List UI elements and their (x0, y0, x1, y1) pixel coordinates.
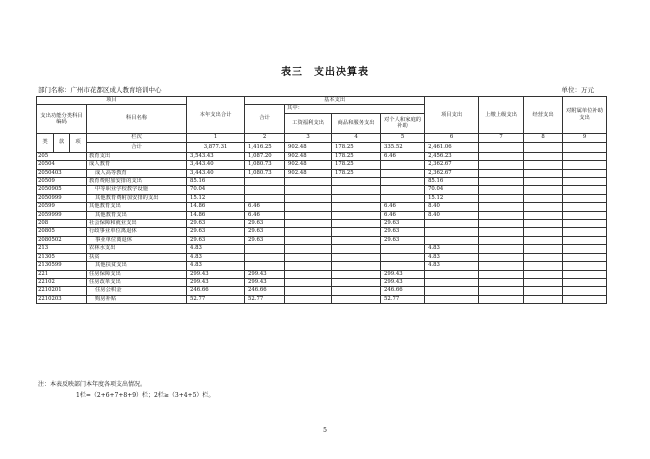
header-business: 经营支出 (524, 97, 563, 134)
row-value-col5: 52.77 (381, 295, 425, 303)
row-value-col3 (285, 278, 332, 286)
row-value-col2: 29.63 (245, 236, 285, 244)
row-value-col5: 29.63 (381, 220, 425, 228)
row-value-col5 (381, 253, 425, 261)
row-value-col8 (524, 194, 563, 202)
row-value-col4 (332, 194, 381, 202)
row-value-col7 (479, 186, 524, 194)
row-value-col2: 29.63 (245, 220, 285, 228)
row-value-col7 (479, 152, 524, 160)
sum-cell (563, 142, 607, 152)
row-value-col6: 70.04 (425, 186, 479, 194)
row-value-col1: 52.77 (187, 295, 245, 303)
header-heji: 合计 (87, 142, 187, 152)
row-value-col3 (285, 287, 332, 295)
row-value-col4 (332, 178, 381, 186)
row-value-col9 (563, 152, 607, 160)
row-value-col8 (524, 262, 563, 270)
row-value-col7 (479, 203, 524, 211)
row-value-col6: 15.12 (425, 194, 479, 202)
row-value-col8 (524, 270, 563, 278)
row-value-col5: 29.63 (381, 228, 425, 236)
row-value-col2: 1,080.73 (245, 169, 285, 177)
row-value-col8 (524, 161, 563, 169)
row-value-col3 (285, 253, 332, 261)
table-row (37, 211, 607, 219)
row-value-col2 (245, 178, 285, 186)
header-subject-name: 科目名称 (87, 105, 187, 133)
expense-table (36, 96, 607, 304)
row-value-col2: 6.46 (245, 211, 285, 219)
row-code: 221 (37, 270, 87, 278)
col-num: 4 (332, 133, 381, 142)
col-num: 5 (381, 133, 425, 142)
header-superior: 上缴上级支出 (479, 97, 524, 134)
table-row (37, 278, 607, 286)
row-value-col1: 15.12 (187, 194, 245, 202)
row-value-col6 (425, 278, 479, 286)
row-value-col7 (479, 161, 524, 169)
row-value-col8 (524, 287, 563, 295)
row-value-col2: 246.66 (245, 287, 285, 295)
row-code: 2050999 (37, 194, 87, 202)
row-value-col5: 299.43 (381, 270, 425, 278)
row-value-col6: 85.16 (425, 178, 479, 186)
header-kuan: 款 (54, 133, 70, 152)
row-value-col7 (479, 236, 524, 244)
row-value-col4 (332, 262, 381, 270)
row-value-col9 (563, 186, 607, 194)
row-value-col1: 4.83 (187, 253, 245, 261)
row-value-col9 (563, 211, 607, 219)
row-value-col9 (563, 220, 607, 228)
row-value-col2 (245, 253, 285, 261)
row-value-col1: 29.63 (187, 236, 245, 244)
row-value-col6 (425, 236, 479, 244)
header-of-which: 其中： (285, 105, 425, 113)
row-value-col5 (381, 186, 425, 194)
table-row (37, 253, 607, 261)
row-code: 20805 (37, 228, 87, 236)
row-value-col1: 3,443.40 (187, 169, 245, 177)
col-num: 9 (563, 133, 607, 142)
table-row (37, 245, 607, 253)
row-value-col8 (524, 278, 563, 286)
row-value-col9 (563, 262, 607, 270)
row-code: 2130599 (37, 262, 87, 270)
row-value-col1: 299.43 (187, 278, 245, 286)
row-value-col3 (285, 236, 332, 244)
row-value-col2 (245, 262, 285, 270)
row-value-col9 (563, 178, 607, 186)
row-code: 2210203 (37, 295, 87, 303)
sum-cell: 1,416.25 (245, 142, 285, 152)
table-body (37, 152, 607, 303)
row-value-col4 (332, 245, 381, 253)
note-line-1: 注：本表反映部门本年度各项支出情况。 (38, 381, 147, 388)
row-value-col8 (524, 228, 563, 236)
row-value-col8 (524, 236, 563, 244)
row-value-col9 (563, 253, 607, 261)
row-value-col8 (524, 203, 563, 211)
table-row (37, 262, 607, 270)
row-value-col5: 299.43 (381, 278, 425, 286)
header-basic-expense: 基本支出 (245, 97, 425, 105)
row-value-col1: 299.43 (187, 270, 245, 278)
row-value-col9 (563, 270, 607, 278)
row-value-col7 (479, 211, 524, 219)
row-value-col2: 6.46 (245, 203, 285, 211)
row-value-col7 (479, 228, 524, 236)
table-row (37, 228, 607, 236)
row-value-col7 (479, 169, 524, 177)
header-project-expense: 项目支出 (425, 97, 479, 134)
row-value-col6 (425, 270, 479, 278)
table-row (37, 194, 607, 202)
table-row (37, 169, 607, 177)
row-value-col1: 29.63 (187, 228, 245, 236)
row-code: 21305 (37, 253, 87, 261)
row-value-col3: 902.48 (285, 161, 332, 169)
row-subject-name: 其他教育费附加安排的支出 (87, 194, 187, 202)
row-value-col5 (381, 245, 425, 253)
row-value-col1: 29.63 (187, 220, 245, 228)
row-value-col2: 1,087.20 (245, 152, 285, 160)
row-value-col3 (285, 270, 332, 278)
row-value-col8 (524, 186, 563, 194)
row-value-col9 (563, 203, 607, 211)
row-code: 213 (37, 245, 87, 253)
row-value-col2: 29.63 (245, 228, 285, 236)
row-value-col8 (524, 152, 563, 160)
row-value-col1: 4.83 (187, 262, 245, 270)
row-value-col8 (524, 295, 563, 303)
header-project: 项目 (37, 97, 187, 105)
row-value-col6 (425, 220, 479, 228)
row-value-col5: 6.46 (381, 152, 425, 160)
page-title: 表三 支出决算表 (281, 67, 369, 78)
row-value-col3 (285, 194, 332, 202)
row-code: 20599 (37, 203, 87, 211)
table-header (37, 97, 607, 153)
sum-cell (524, 142, 563, 152)
row-value-col3 (285, 186, 332, 194)
row-value-col6: 2,362.67 (425, 169, 479, 177)
row-value-col3: 902.48 (285, 152, 332, 160)
sum-cell: 335.52 (381, 142, 425, 152)
row-value-col5 (381, 161, 425, 169)
table-row (37, 186, 607, 194)
row-value-col8 (524, 178, 563, 186)
row-value-col6: 8.40 (425, 211, 479, 219)
row-value-col9 (563, 245, 607, 253)
row-subject-name: 住房保障支出 (87, 270, 187, 278)
row-value-col9 (563, 194, 607, 202)
row-value-col5: 6.46 (381, 203, 425, 211)
row-value-col8 (524, 245, 563, 253)
row-value-col7 (479, 194, 524, 202)
col-num: 3 (285, 133, 332, 142)
col-num: 7 (479, 133, 524, 142)
row-value-col8 (524, 220, 563, 228)
col-num: 2 (245, 133, 285, 142)
page-number: 5 (323, 427, 327, 434)
header-lei: 类 (37, 133, 54, 152)
row-code: 2080502 (37, 236, 87, 244)
row-subject-name: 扶贫 (87, 253, 187, 261)
row-value-col5 (381, 178, 425, 186)
department-name: 部门名称：广州市花都区成人教育培训中心 (38, 86, 162, 94)
row-subject-name: 教育费附加安排的支出 (87, 178, 187, 186)
row-value-col5: 29.63 (381, 236, 425, 244)
row-value-col2 (245, 186, 285, 194)
row-code: 205 (37, 152, 87, 160)
row-value-col4 (332, 186, 381, 194)
row-value-col1: 3,443.40 (187, 161, 245, 169)
row-value-col1: 85.16 (187, 178, 245, 186)
row-value-col1: 14.86 (187, 211, 245, 219)
row-value-col4: 178.25 (332, 169, 381, 177)
row-value-col2: 299.43 (245, 278, 285, 286)
row-subject-name: 行政事业单位离退休 (87, 228, 187, 236)
row-value-col3 (285, 178, 332, 186)
sum-cell: 902.48 (285, 142, 332, 152)
table-row (37, 236, 607, 244)
row-value-col3 (285, 295, 332, 303)
row-value-col6: 4.83 (425, 245, 479, 253)
row-value-col6 (425, 228, 479, 236)
row-value-col5 (381, 194, 425, 202)
row-value-col6 (425, 287, 479, 295)
row-value-col9 (563, 228, 607, 236)
row-code: 2050905 (37, 186, 87, 194)
row-value-col6: 2,362.67 (425, 161, 479, 169)
row-subject-name: 教育支出 (87, 152, 187, 160)
row-value-col8 (524, 169, 563, 177)
row-value-col3 (285, 203, 332, 211)
row-value-col1: 70.04 (187, 186, 245, 194)
row-value-col3 (285, 228, 332, 236)
row-subject-name: 购房补贴 (87, 295, 187, 303)
header-subsidiary: 对附属单位补助支出 (563, 97, 607, 134)
row-value-col9 (563, 236, 607, 244)
row-value-col7 (479, 262, 524, 270)
row-subject-name: 住房公积金 (87, 287, 187, 295)
row-value-col5 (381, 169, 425, 177)
row-value-col7 (479, 253, 524, 261)
row-value-col4 (332, 270, 381, 278)
sum-cell: 178.25 (332, 142, 381, 152)
row-value-col7 (479, 220, 524, 228)
row-value-col7 (479, 178, 524, 186)
unit-label: 单位：万元 (561, 86, 594, 94)
row-subject-name: 成人高等教育 (87, 169, 187, 177)
table-row (37, 178, 607, 186)
header-salary: 工资福利支出 (285, 113, 332, 133)
row-value-col5 (381, 262, 425, 270)
row-value-col7 (479, 287, 524, 295)
row-value-col2: 52.77 (245, 295, 285, 303)
row-value-col4 (332, 228, 381, 236)
row-value-col3 (285, 220, 332, 228)
row-value-col5: 246.66 (381, 287, 425, 295)
row-value-col2: 1,080.73 (245, 161, 285, 169)
row-value-col1: 4.83 (187, 245, 245, 253)
row-value-col9 (563, 169, 607, 177)
note-line-2: 1栏=（2+6+7+8+9）栏；2栏≥（3+4+5）栏。 (76, 392, 215, 399)
row-value-col1: 246.66 (187, 287, 245, 295)
row-value-col4 (332, 236, 381, 244)
row-code: 20504 (37, 161, 87, 169)
header-total: 本年支出合计 (187, 97, 245, 134)
header-goods: 商品和服务支出 (332, 113, 381, 133)
table-row (37, 203, 607, 211)
header-lanci: 栏次 (87, 133, 187, 142)
row-value-col4 (332, 278, 381, 286)
row-value-col7 (479, 295, 524, 303)
row-value-col9 (563, 295, 607, 303)
row-value-col4 (332, 295, 381, 303)
row-subject-name: 中等职业学校教学设施 (87, 186, 187, 194)
table-row (37, 287, 607, 295)
table-row (37, 152, 607, 160)
row-value-col9 (563, 161, 607, 169)
sum-cell (479, 142, 524, 152)
row-code: 2210201 (37, 287, 87, 295)
header-func-code: 支出功能分类科目编码 (37, 105, 87, 133)
row-value-col9 (563, 278, 607, 286)
row-value-col6: 2,456.23 (425, 152, 479, 160)
row-code: 2050403 (37, 169, 87, 177)
row-value-col8 (524, 253, 563, 261)
row-subject-name: 农林水支出 (87, 245, 187, 253)
col-num: 1 (187, 133, 245, 142)
sum-cell: 3,877.31 (187, 142, 245, 152)
table-row (37, 220, 607, 228)
row-subject-name: 社会保障和就业支出 (87, 220, 187, 228)
row-subject-name: 其他扶贫支出 (87, 262, 187, 270)
row-value-col4 (332, 211, 381, 219)
row-value-col3 (285, 245, 332, 253)
row-value-col9 (563, 287, 607, 295)
row-value-col5: 6.46 (381, 211, 425, 219)
col-num: 8 (524, 133, 563, 142)
row-value-col6: 8.40 (425, 203, 479, 211)
row-value-col4: 178.25 (332, 161, 381, 169)
row-value-col2: 299.43 (245, 270, 285, 278)
row-value-col6: 4.83 (425, 262, 479, 270)
header-personal: 对个人和家庭的补助 (381, 113, 425, 133)
row-value-col6 (425, 295, 479, 303)
row-value-col7 (479, 270, 524, 278)
table-row (37, 295, 607, 303)
header-xiang: 项 (70, 133, 87, 152)
table-row (37, 161, 607, 169)
row-value-col2 (245, 245, 285, 253)
row-subject-name: 其他教育支出 (87, 211, 187, 219)
row-value-col3 (285, 262, 332, 270)
row-value-col1: 3,543.43 (187, 152, 245, 160)
row-subject-name: 成人教育 (87, 161, 187, 169)
row-value-col4 (332, 220, 381, 228)
row-value-col7 (479, 278, 524, 286)
row-value-col3: 902.48 (285, 169, 332, 177)
row-value-col8 (524, 211, 563, 219)
row-code: 2059999 (37, 211, 87, 219)
row-value-col7 (479, 245, 524, 253)
row-value-col4 (332, 253, 381, 261)
header-subtotal: 合计 (245, 105, 285, 133)
table-row (37, 270, 607, 278)
row-value-col4 (332, 287, 381, 295)
row-subject-name: 其他教育支出 (87, 203, 187, 211)
row-value-col4: 178.25 (332, 152, 381, 160)
row-value-col6: 4.83 (425, 253, 479, 261)
row-subject-name: 住房改革支出 (87, 278, 187, 286)
row-value-col4 (332, 203, 381, 211)
row-code: 20509 (37, 178, 87, 186)
row-value-col3 (285, 211, 332, 219)
col-num: 6 (425, 133, 479, 142)
row-code: 22102 (37, 278, 87, 286)
row-subject-name: 事业单位离退休 (87, 236, 187, 244)
row-value-col1: 14.86 (187, 203, 245, 211)
row-code: 208 (37, 220, 87, 228)
sum-cell: 2,461.06 (425, 142, 479, 152)
row-value-col2 (245, 194, 285, 202)
